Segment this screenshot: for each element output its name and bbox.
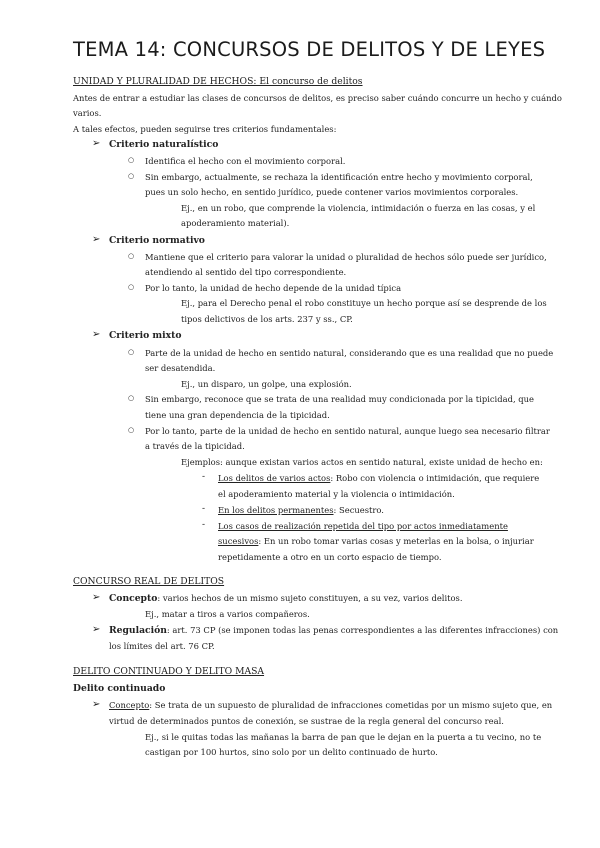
dash-bullet-icon: -	[202, 504, 206, 514]
example-line: apoderamiento material).	[181, 218, 290, 228]
arrow-bullet-icon: ➢	[92, 592, 101, 603]
example-item	[218, 537, 534, 545]
list-item-continuation: atendiendo al sentido del tipo correspondiente.	[145, 267, 347, 277]
list-item: Identifica el hecho con el movimiento corporal.	[145, 156, 346, 166]
example-line: Ej., en un robo, que comprende la violencia, intimidación o fuerza en las cosas, y el	[181, 203, 536, 213]
circle-bullet-icon: ○	[128, 283, 135, 291]
list-item-continuation: a través de la tipicidad.	[145, 441, 245, 451]
example-item-continuation: el apoderamiento material y la violencia o intimidación.	[218, 489, 455, 499]
circle-bullet-icon: ○	[128, 156, 135, 164]
list-item: Mantiene que el criterio para valorar la unidad o pluralidad de hechos sólo puede ser jurídico,	[145, 252, 547, 262]
criterion-title: Criterio mixto	[109, 330, 182, 341]
example-line: tipos delictivos de los arts. 237 y ss., CP.	[181, 314, 353, 324]
paragraph-line: varios.	[73, 108, 102, 118]
list-item: Parte de la unidad de hecho en sentido natural, considerando que es una realidad que no puede	[145, 348, 554, 358]
circle-bullet-icon: ○	[128, 394, 135, 402]
example-term: En los delitos permanentes	[218, 505, 334, 515]
example-item	[218, 506, 384, 514]
list-item-continuation: ser desatendida.	[145, 363, 216, 373]
list-item-continuation: tiene una gran dependencia de la tipicidad.	[145, 410, 330, 420]
list-item: Sin embargo, reconoce que se trata de una realidad muy condicionada por la tipicidad, que	[145, 394, 534, 404]
criterion-title: Criterio naturalístico	[109, 139, 219, 150]
term-text: : Se trata de un supuesto de pluralidad de infracciones cometidas por un mismo sujeto que, en	[149, 700, 553, 710]
example-term: sucesivos	[218, 536, 259, 546]
subsection-title: Delito continuado	[73, 683, 166, 694]
list-item	[109, 594, 463, 603]
list-item	[109, 701, 552, 709]
example-line: Ej., matar a tiros a varios compañeros.	[145, 609, 310, 619]
section-heading-concurso-real: CONCURSO REAL DE DELITOS	[73, 576, 225, 587]
list-item-continuation: pues un solo hecho, en sentido jurídico, puede contener varios movimientos corporales.	[145, 187, 519, 197]
term-label: Concepto	[109, 700, 150, 710]
circle-bullet-icon: ○	[128, 172, 135, 180]
term-label: Regulación	[109, 625, 167, 636]
examples-intro: Ejemplos: aunque existan varios actos en sentido natural, existe unidad de hecho en:	[181, 457, 543, 467]
arrow-bullet-icon: ➢	[92, 329, 101, 340]
list-item-continuation: virtud de determinados puntos de conexión, se sustrae de la regla general del concurso real.	[109, 716, 504, 726]
term-text: : art. 73 CP (se imponen todas las penas correspondientes a las diferentes infracciones) con	[166, 625, 559, 635]
example-line: Ej., para el Derecho penal el robo constituye un hecho porque así se desprende de los	[181, 298, 547, 308]
list-item: Por lo tanto, parte de la unidad de hecho en sentido natural, aunque luego sea necesario filtrar	[145, 426, 550, 436]
paragraph-line: A tales efectos, pueden seguirse tres criterios fundamentales:	[73, 124, 337, 134]
example-term: Los casos de realización repetida del tipo por actos inmediatamente	[218, 521, 508, 531]
example-term: Los delitos de varios actos	[218, 473, 331, 483]
list-item: Por lo tanto, la unidad de hecho depende de la unidad típica	[145, 283, 402, 293]
arrow-bullet-icon: ➢	[92, 624, 101, 635]
arrow-bullet-icon: ➢	[92, 699, 101, 710]
section-heading-delito-continuado: DELITO CONTINUADO Y DELITO MASA	[73, 666, 265, 677]
list-item	[109, 626, 558, 635]
arrow-bullet-icon: ➢	[92, 138, 101, 149]
example-line: castigan por 100 hurtos, sino solo por un delito continuado de hurto.	[145, 747, 438, 757]
example-line: Ej., si le quitas todas las mañanas la barra de pan que le dejan en la puerta a tu vecino, no te	[145, 732, 542, 742]
example-item-continuation: repetidamente a otro en un corto espacio de tiempo.	[218, 552, 442, 562]
circle-bullet-icon: ○	[128, 348, 135, 356]
paragraph-line: Antes de entrar a estudiar las clases de concursos de delitos, es preciso saber cuándo concurre un hecho y cuándo	[73, 93, 562, 103]
dash-bullet-icon: -	[202, 520, 206, 530]
list-item: Sin embargo, actualmente, se rechaza la identificación entre hecho y movimiento corporal,	[145, 172, 533, 182]
section-heading-unidad: UNIDAD Y PLURALIDAD DE HECHOS: El concurso de delitos	[73, 76, 363, 87]
page-title: TEMA 14: CONCURSOS DE DELITOS Y DE LEYES	[73, 38, 546, 61]
example-text: : En un robo tomar varias cosas y meterlas en la bolsa, o injuriar	[258, 536, 534, 546]
example-text: : Secuestro.	[333, 505, 384, 515]
term-text: : varios hechos de un mismo sujeto constituyen, a su vez, varios delitos.	[157, 593, 463, 603]
criterion-title: Criterio normativo	[109, 235, 205, 246]
circle-bullet-icon: ○	[128, 252, 135, 260]
term-label: Concepto	[109, 593, 158, 604]
example-line: Ej., un disparo, un golpe, una explosión.	[181, 379, 352, 389]
example-item	[218, 474, 539, 482]
circle-bullet-icon: ○	[128, 426, 135, 434]
dash-bullet-icon: -	[202, 472, 206, 482]
list-item-continuation: los límites del art. 76 CP.	[109, 641, 215, 651]
example-text: : Robo con violencia o intimidación, que requiere	[330, 473, 540, 483]
arrow-bullet-icon: ➢	[92, 234, 101, 245]
